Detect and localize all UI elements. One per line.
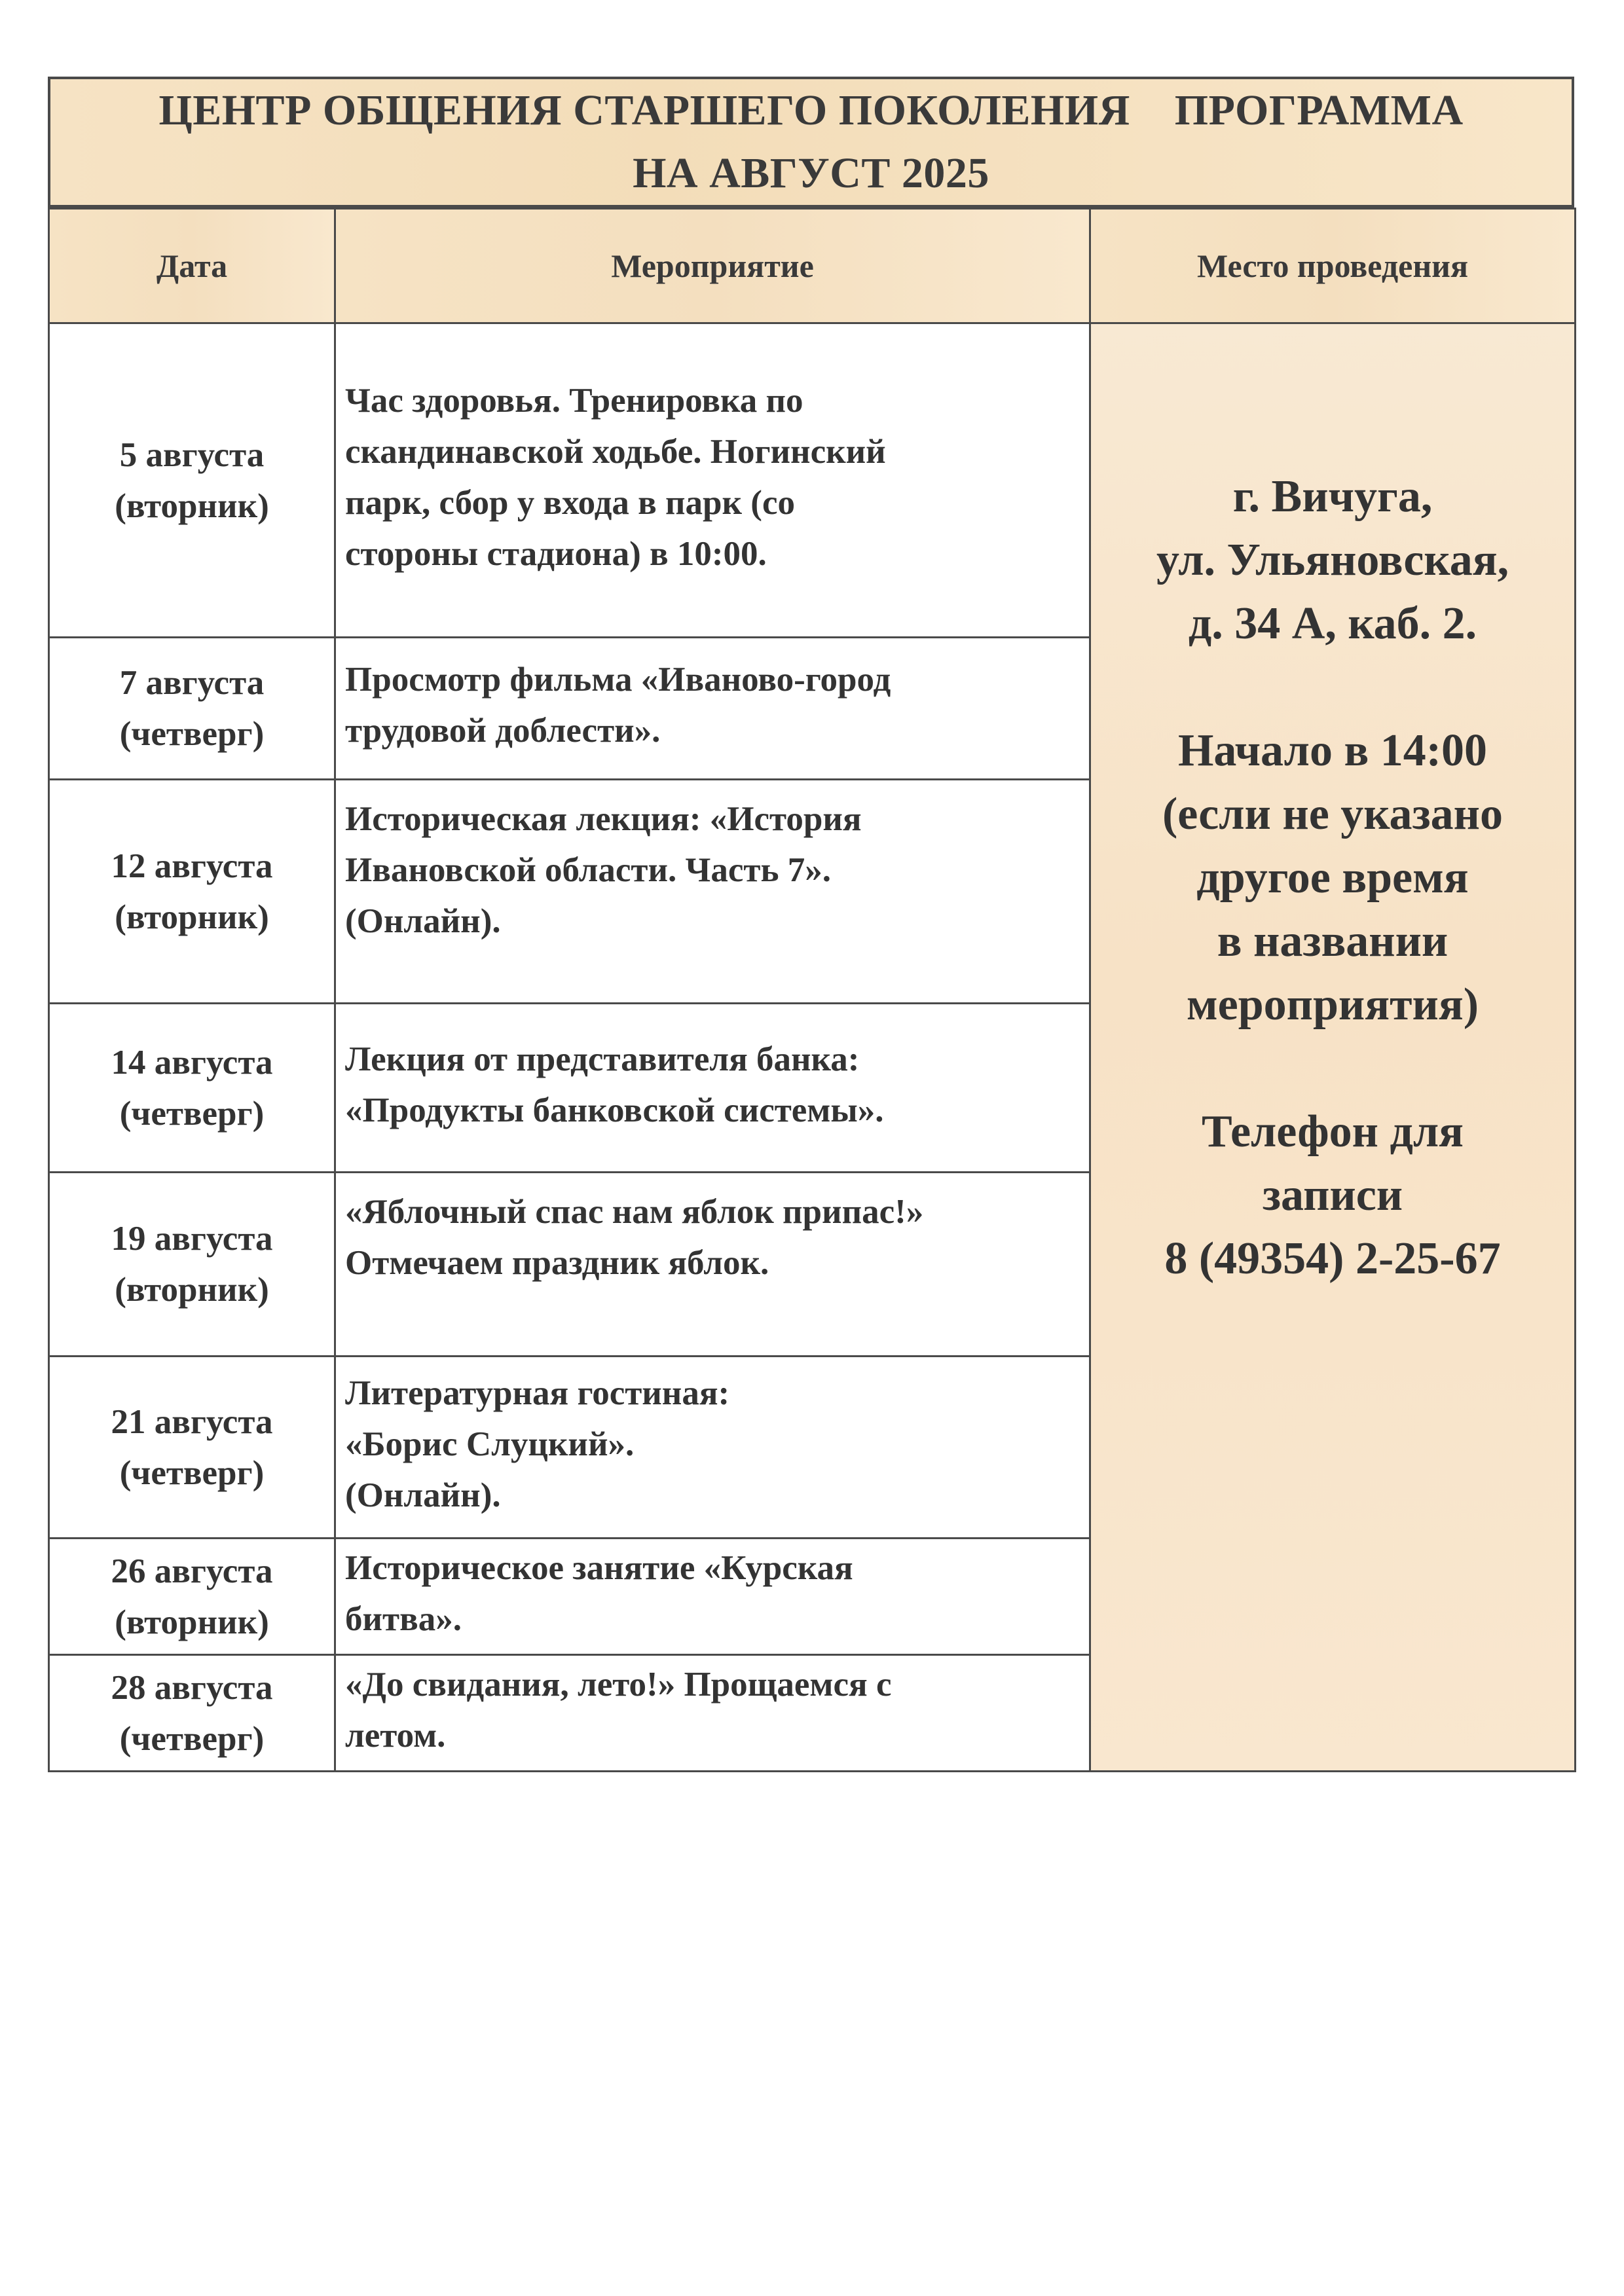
event-line: «Яблочный спас нам яблок припас!» xyxy=(345,1193,924,1231)
schedule-table xyxy=(48,208,1576,1772)
place-address-line: г. Вичуга, xyxy=(1232,471,1433,522)
date-text: 21 августа xyxy=(111,1402,273,1441)
place-phone-line: записи xyxy=(1262,1170,1403,1220)
weekday-text: (вторник) xyxy=(115,1271,269,1309)
event-line: Отмечаем праздник яблок. xyxy=(345,1244,769,1282)
date-cell xyxy=(49,1655,335,1772)
event-cell xyxy=(335,1357,1090,1539)
title-line-1: ЦЕНТР ОБЩЕНИЯ СТАРШЕГО ПОКОЛЕНИЯ ПРОГРАММА xyxy=(158,86,1464,134)
event-line: Историческое занятие «Курская xyxy=(345,1548,853,1587)
column-header-date: Дата xyxy=(49,209,335,323)
place-cell xyxy=(1090,323,1576,1772)
event-cell xyxy=(335,1004,1090,1173)
event-line: парк, сбор у входа в парк (со xyxy=(345,483,795,522)
date-text: 7 августа xyxy=(119,664,265,702)
date-cell xyxy=(49,1173,335,1357)
event-line: летом. xyxy=(345,1716,446,1755)
event-line: «До свидания, лето!» Прощаемся с xyxy=(345,1665,892,1704)
place-time-line: Начало в 14:00 xyxy=(1177,725,1488,776)
table-header-row xyxy=(49,209,1576,323)
event-cell xyxy=(335,780,1090,1004)
event-line: Просмотр фильма «Иваново-город xyxy=(345,661,891,699)
date-cell xyxy=(49,638,335,780)
event-line: Час здоровья. Тренировка по xyxy=(345,381,803,420)
date-text: 12 августа xyxy=(111,847,273,885)
date-text: 26 августа xyxy=(111,1552,273,1590)
event-line: битва». xyxy=(345,1599,462,1638)
place-time-line: мероприятия) xyxy=(1186,979,1479,1030)
date-cell xyxy=(49,1357,335,1539)
weekday-text: (вторник) xyxy=(115,898,269,936)
event-cell xyxy=(335,638,1090,780)
event-line: скандинавской ходьбе. Ногинский xyxy=(345,432,886,471)
event-line: (Онлайн). xyxy=(345,1476,501,1514)
page-title xyxy=(145,79,1476,205)
column-header-event: Мероприятие xyxy=(335,209,1090,323)
event-line: «Борис Слуцкий». xyxy=(345,1425,635,1463)
weekday-text: (четверг) xyxy=(119,1719,265,1758)
date-cell xyxy=(49,780,335,1004)
date-text: 14 августа xyxy=(111,1043,273,1082)
weekday-text: (вторник) xyxy=(115,486,269,525)
event-cell xyxy=(335,323,1090,638)
weekday-text: (четверг) xyxy=(119,1453,265,1492)
table-row xyxy=(49,323,1576,638)
date-cell xyxy=(49,1539,335,1655)
event-line: Лекция от представителя банка: xyxy=(345,1040,860,1078)
spacer xyxy=(1092,655,1574,719)
title-line-2: НА АВГУСТ 2025 xyxy=(633,149,989,197)
phone-number: 8 (49354) 2-25-67 xyxy=(1164,1233,1501,1284)
event-line: Ивановской области. Часть 7». xyxy=(345,851,831,889)
program-sheet xyxy=(48,77,1574,1772)
event-line: Литературная гостиная: xyxy=(345,1374,730,1412)
event-line: «Продукты банковской системы». xyxy=(345,1091,884,1129)
date-text: 28 августа xyxy=(111,1668,273,1707)
place-address-line: ул. Ульяновская, xyxy=(1156,535,1509,585)
date-cell xyxy=(49,323,335,638)
event-cell xyxy=(335,1655,1090,1772)
place-address-line: д. 34 А, каб. 2. xyxy=(1188,598,1477,649)
event-cell xyxy=(335,1539,1090,1655)
column-header-place: Место проведения xyxy=(1090,209,1576,323)
event-line: трудовой доблести». xyxy=(345,712,661,750)
event-cell xyxy=(335,1173,1090,1357)
spacer xyxy=(1092,1036,1574,1100)
place-time-line: другое время xyxy=(1196,852,1469,903)
weekday-text: (четверг) xyxy=(119,715,265,753)
event-line: (Онлайн). xyxy=(345,902,501,940)
date-text: 5 августа xyxy=(119,435,265,474)
weekday-text: (четверг) xyxy=(119,1094,265,1133)
date-text: 19 августа xyxy=(111,1220,273,1258)
place-time-line: (если не указано xyxy=(1162,789,1504,839)
date-cell xyxy=(49,1004,335,1173)
place-time-line: в названии xyxy=(1217,916,1449,966)
event-line: Историческая лекция: «История xyxy=(345,800,862,838)
title-box xyxy=(48,77,1574,208)
weekday-text: (вторник) xyxy=(115,1603,269,1641)
event-line: стороны стадиона) в 10:00. xyxy=(345,534,767,573)
place-phone-line: Телефон для xyxy=(1201,1106,1464,1157)
